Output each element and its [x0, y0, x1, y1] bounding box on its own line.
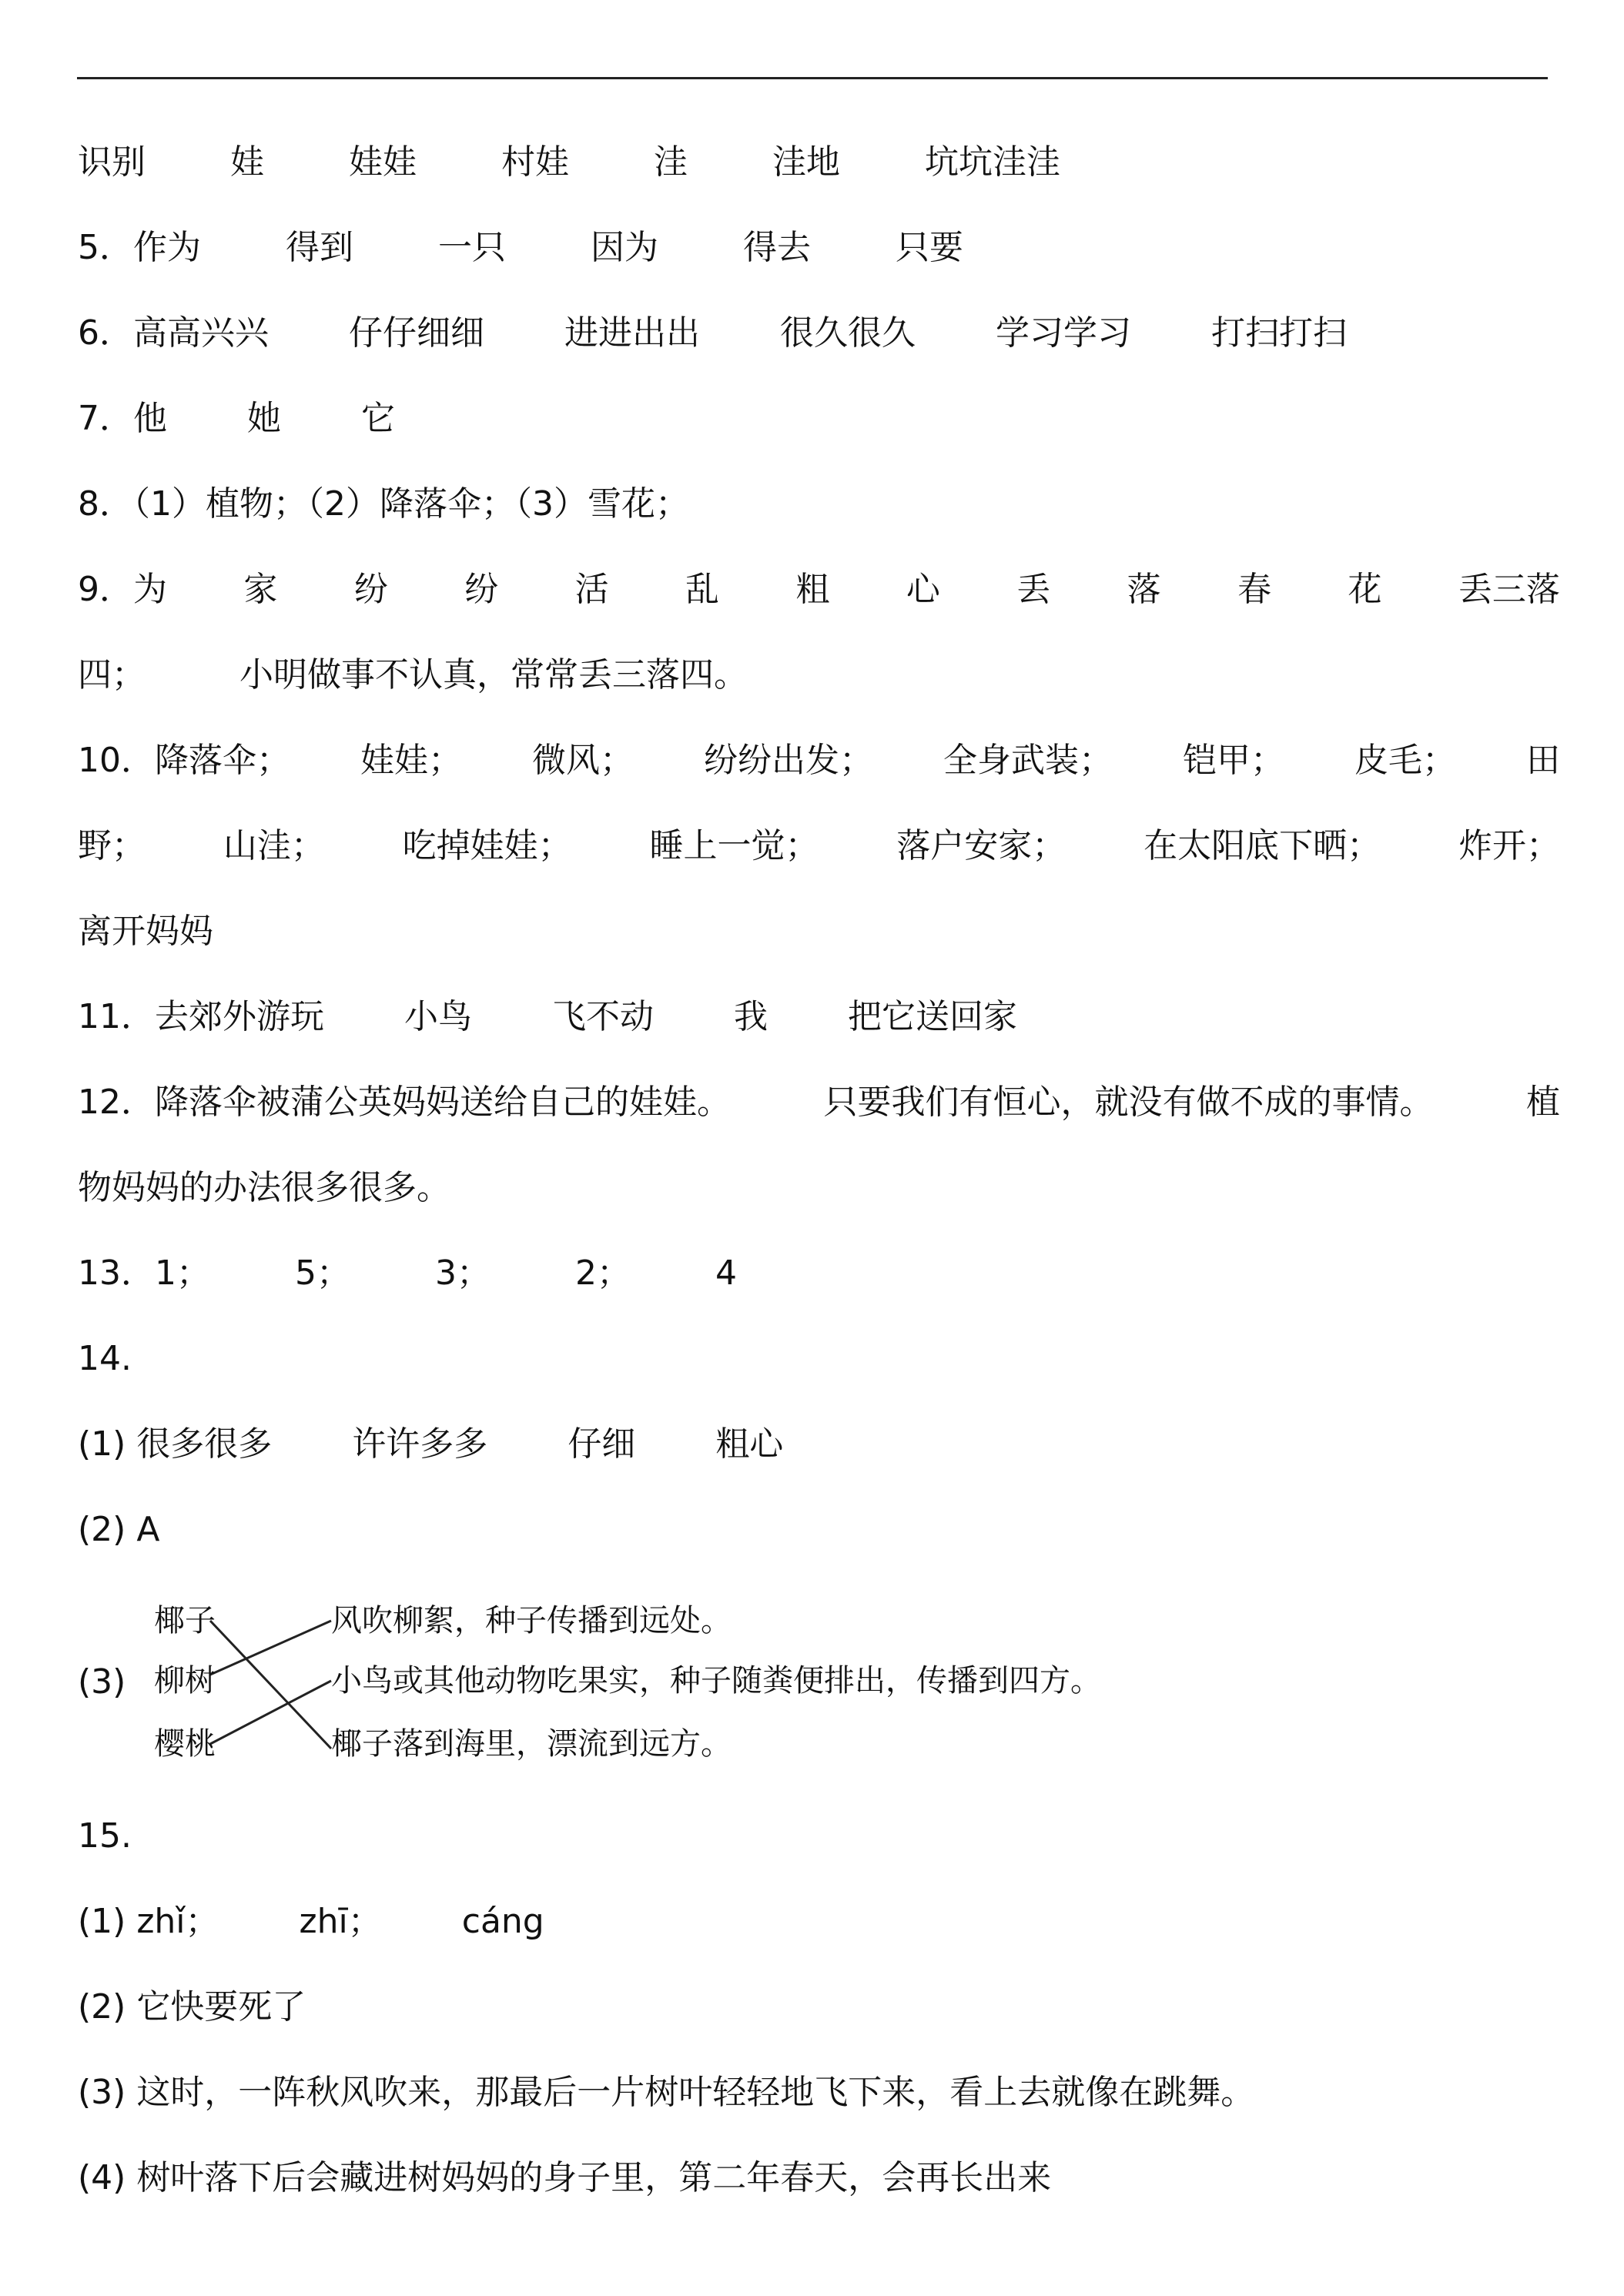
top-rule — [77, 77, 1548, 79]
answer-10-line-1 — [78, 734, 1560, 788]
word: 娃娃； — [360, 741, 462, 780]
answer-14-3-label: (3) — [78, 1662, 126, 1702]
word: 把它送回家 — [848, 997, 1017, 1036]
word: 小鸟 — [404, 997, 472, 1036]
word: 粗 — [795, 570, 830, 609]
word: 得去 — [743, 228, 811, 267]
word: 铠甲； — [1183, 741, 1284, 780]
sentence: 12．降落伞被蒲公英妈妈送给自己的娃娃。 — [78, 1083, 731, 1122]
word: 田 — [1526, 741, 1560, 780]
word: 得到 — [286, 228, 353, 267]
word: 皮毛； — [1354, 741, 1456, 780]
word: 娃 — [230, 142, 264, 182]
word: 落户安家； — [896, 826, 1066, 865]
word: 纷 — [464, 570, 499, 609]
matching-diagram — [77, 1582, 1101, 1775]
word: 一只 — [438, 228, 506, 267]
answer-12-line-2: 物妈妈的办法很多很多。 — [78, 1168, 450, 1207]
match-line-willow — [210, 1621, 331, 1675]
sentence: 小明做事不认真，常常丢三落四。 — [239, 655, 748, 694]
word: 全身武装； — [943, 741, 1113, 780]
word: 睡上一觉； — [649, 826, 819, 865]
word: 野； — [78, 826, 146, 865]
word: 她 — [247, 399, 281, 438]
answer-10-line-3: 离开妈妈 — [78, 912, 213, 951]
answer-12-line-1 — [78, 1076, 1560, 1130]
word: 山洼； — [223, 826, 325, 865]
line-recognize — [78, 136, 1060, 189]
word: 5； — [294, 1253, 350, 1293]
word: 7．他 — [78, 399, 167, 438]
word: 炸开； — [1458, 826, 1560, 865]
word: 吃掉娃娃； — [402, 826, 572, 865]
word: 四； — [78, 655, 146, 694]
word: 活 — [574, 570, 609, 609]
answer-13 — [78, 1247, 737, 1300]
word: 纷 — [353, 570, 388, 609]
word: 识别 — [78, 142, 146, 182]
word: cáng — [461, 1902, 544, 1941]
word: 9．为 — [78, 570, 167, 609]
answer-14-2: (2) A — [78, 1510, 160, 1549]
word: 我 — [734, 997, 768, 1036]
answer-9-line-1 — [78, 563, 1560, 617]
word: 娃娃 — [349, 142, 417, 182]
word: (1) zhǐ； — [78, 1902, 219, 1941]
sentence: 只要我们有恒心，就没有做不成的事情。 — [823, 1083, 1434, 1122]
match-left-item: 椰子 — [154, 1603, 216, 1638]
answer-8: 8．（1）植物；（2）降落伞；（3）雪花； — [78, 484, 689, 524]
word: 11．去郊外游玩 — [78, 997, 324, 1036]
word: 心 — [906, 570, 940, 609]
word: 很久很久 — [780, 313, 916, 353]
word: 因为 — [591, 228, 658, 267]
word: 6．高高兴兴 — [78, 313, 269, 353]
word: 纷纷出发； — [704, 741, 873, 780]
match-line-cherry — [210, 1681, 331, 1744]
word: 仔仔细细 — [349, 313, 484, 353]
word: 许许多多 — [352, 1424, 488, 1464]
word: 家 — [243, 570, 278, 609]
word: 在太阳底下晒； — [1143, 826, 1381, 865]
word: 4 — [715, 1253, 737, 1293]
match-line-coconut — [210, 1621, 331, 1749]
word: 13．1； — [78, 1253, 210, 1293]
word: 丢三落 — [1458, 570, 1560, 609]
answer-15-4: (4) 树叶落下后会藏进树妈妈的身子里，第二年春天，会再长出来 — [78, 2158, 1052, 2197]
word: 丢 — [1016, 570, 1051, 609]
match-right-item: 椰子落到海里，漂流到远方。 — [331, 1726, 732, 1762]
word: 坑坑洼洼 — [925, 142, 1060, 182]
word: 落 — [1127, 570, 1161, 609]
answer-10-line-2 — [78, 819, 1560, 873]
word: 打扫打扫 — [1211, 313, 1347, 353]
word: 进进出出 — [564, 313, 700, 353]
match-left-item: 柳树 — [154, 1663, 216, 1699]
word: (1) 很多很多 — [78, 1424, 273, 1464]
answer-14-1 — [78, 1417, 783, 1471]
answer-15-3: (3) 这时，一阵秋风吹来，那最后一片树叶轻轻地飞下来，看上去就像在跳舞。 — [78, 2073, 1255, 2112]
answer-15-2: (2) 它快要死了 — [78, 1987, 306, 2027]
word: 花 — [1348, 570, 1382, 609]
word: 飞不动 — [552, 997, 654, 1036]
word: 只要 — [896, 228, 963, 267]
word: 洼 — [654, 142, 688, 182]
word: 3； — [434, 1253, 491, 1293]
word: zhī； — [299, 1902, 382, 1941]
word: 粗心 — [715, 1424, 784, 1464]
word: 微风； — [532, 741, 634, 780]
sentence: 植 — [1526, 1083, 1560, 1122]
word: 它 — [361, 399, 395, 438]
answer-14-heading: 14. — [78, 1339, 132, 1378]
word: 洼地 — [772, 142, 840, 182]
answer-15-heading: 15. — [78, 1816, 132, 1856]
word: 10．降落伞； — [78, 741, 290, 780]
word: 学习学习 — [996, 313, 1131, 353]
word: 5．作为 — [78, 228, 201, 267]
answer-15-1 — [78, 1895, 544, 1949]
match-right-item: 风吹柳絮，种子传播到远处。 — [331, 1603, 732, 1638]
word: 2； — [574, 1253, 631, 1293]
answer-6 — [78, 306, 1347, 360]
word: 春 — [1237, 570, 1272, 609]
answer-5 — [78, 221, 963, 275]
word: 村娃 — [501, 142, 569, 182]
word: 乱 — [685, 570, 720, 609]
match-right-item: 小鸟或其他动物吃果实，种子随粪便排出，传播到四方。 — [331, 1663, 1101, 1699]
answer-9-line-2 — [78, 648, 748, 702]
match-left-item: 樱桃 — [154, 1726, 216, 1762]
answer-11 — [78, 990, 1017, 1044]
word: 仔细 — [568, 1424, 636, 1464]
answer-7 — [78, 392, 395, 446]
